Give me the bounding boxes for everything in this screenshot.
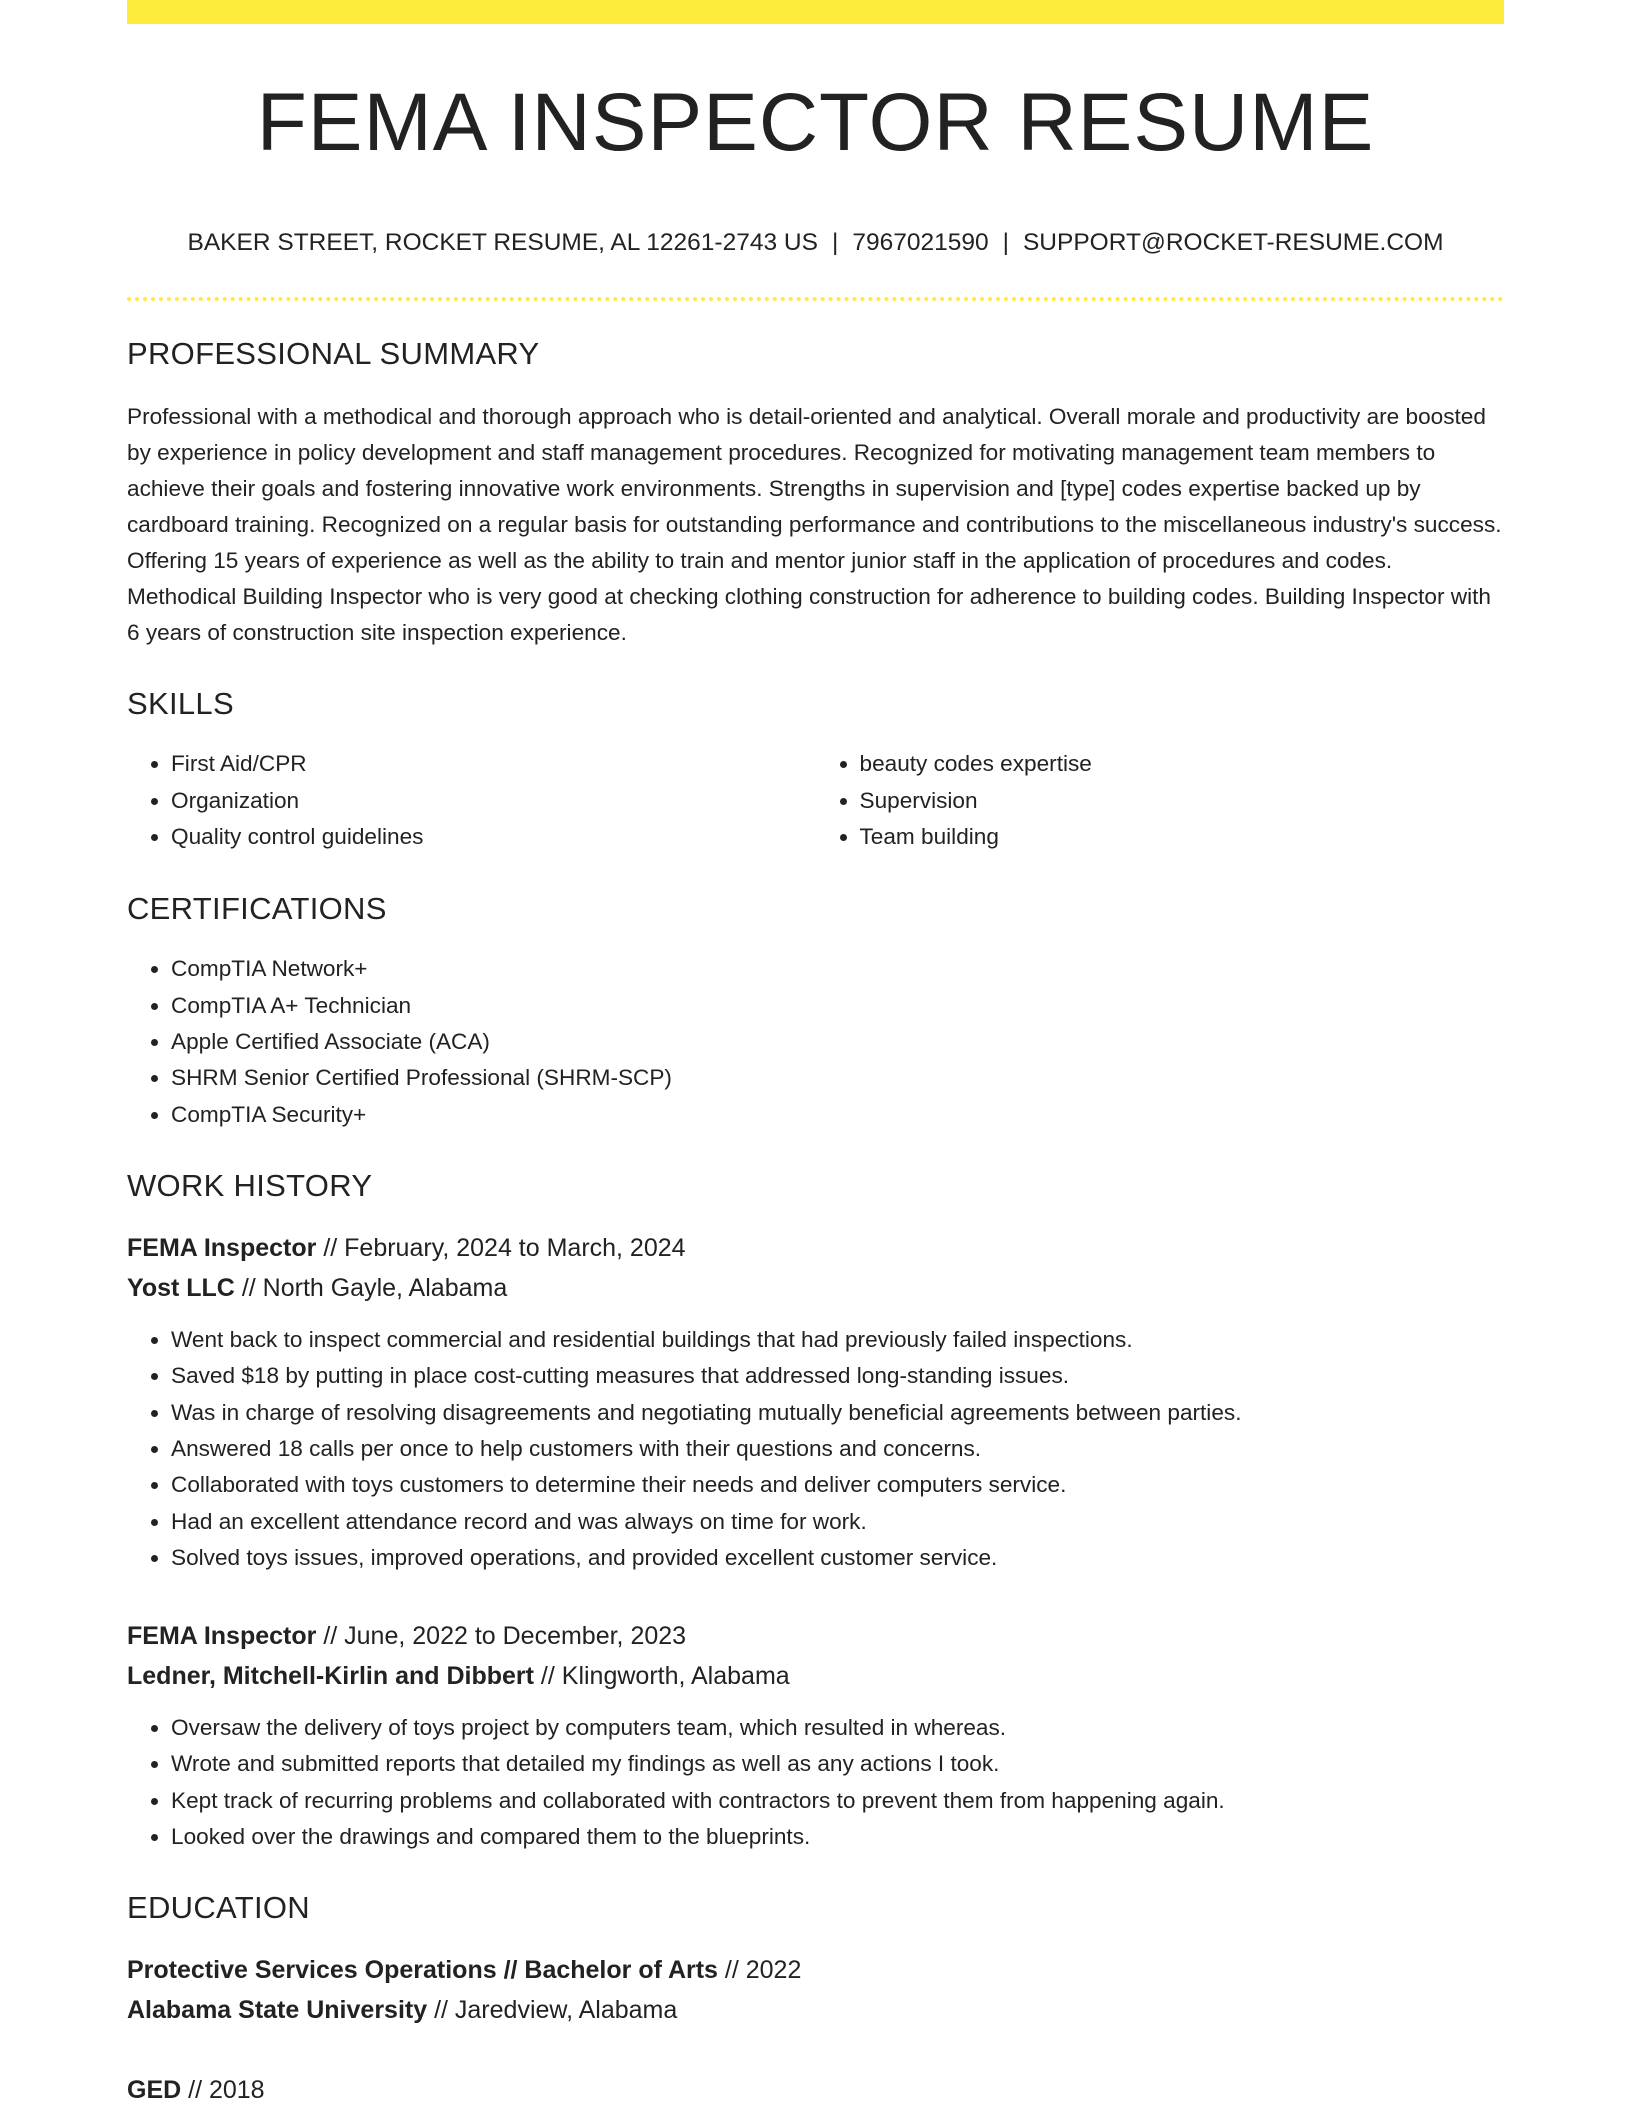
education-school-line — [127, 1990, 1504, 2030]
education-entry — [127, 1950, 1504, 2030]
job-title: FEMA Inspector — [127, 1234, 317, 1263]
job-bullet: • Solved toys issues, improved operations, and provided excellent customer service. — [171, 1540, 1504, 1576]
education-entry — [127, 2070, 1504, 2110]
job-dates: // February, 2024 to March, 2024 — [316, 1234, 686, 1263]
job-bullet: • Kept track of recurring problems and collaborated with contractors to prevent them from happening again. — [171, 1783, 1504, 1819]
certification-item: • CompTIA Security+ — [171, 1097, 1504, 1133]
contact-separator: | — [831, 229, 839, 256]
job-entry — [127, 1616, 1504, 1855]
work-history-heading: WORK HISTORY — [127, 1167, 373, 1203]
education-degree: Protective Services Operations // Bachelor of Arts — [127, 1956, 718, 1985]
job-dates: // June, 2022 to December, 2023 — [316, 1622, 687, 1651]
page-title: FEMA INSPECTOR RESUME — [256, 77, 1375, 168]
job-location: // Klingworth, Alabama — [533, 1662, 790, 1691]
education-degree: GED — [127, 2076, 182, 2105]
job-company: Ledner, Mitchell-Kirlin and Dibbert — [127, 1662, 534, 1691]
skills-columns — [127, 746, 1504, 856]
skills-left-list — [127, 746, 816, 856]
summary-heading: PROFESSIONAL SUMMARY — [127, 336, 540, 372]
skills-heading: SKILLS — [127, 685, 234, 721]
job-bullet: • Answered 18 calls per once to help customers with their questions and concerns. — [171, 1431, 1504, 1467]
certification-item: • CompTIA A+ Technician — [171, 988, 1504, 1024]
skills-right-list — [816, 746, 1505, 856]
skill-item: • Team building — [860, 819, 1505, 856]
contact-address: BAKER STREET, ROCKET RESUME, AL 12261-2743 US — [187, 229, 818, 256]
job-bullet: • Looked over the drawings and compared them to the blueprints. — [171, 1819, 1504, 1855]
job-bullets — [127, 1710, 1504, 1855]
job-bullet: • Collaborated with toys customers to determine their needs and deliver computers service. — [171, 1467, 1504, 1503]
education-year: // 2022 — [717, 1956, 802, 1985]
certifications-heading: CERTIFICATIONS — [127, 891, 387, 927]
education-year: // 2018 — [181, 2076, 265, 2105]
certification-item: • CompTIA Network+ — [171, 951, 1504, 987]
skill-item: • Supervision — [860, 783, 1505, 820]
job-location: // North Gayle, Alabama — [234, 1274, 508, 1303]
job-bullet: • Oversaw the delivery of toys project by computers team, which resulted in whereas. — [171, 1710, 1504, 1746]
summary-text: Professional with a methodical and thorough approach who is detail-oriented and analytical. Overall morale and productivity are boosted by experience in policy development and staff management procedures. Recognized for motivating management team members to achieve their goals and fostering innovative work environments. Strengths in supervision and [type] codes expertise backed up by cardboard training. Recognized on a regular basis for outstanding performance and contributions to the miscellaneous industry's success. Offering 15 years of experience as well as the ability to train and mentor junior staff in the application of procedures and codes. Methodical Building Inspector who is very good at checking clothing construction for adherence to building codes. Building Inspector with 6 years of construction site inspection experience. — [127, 403, 1502, 645]
job-title-line — [127, 1616, 1504, 1656]
education-degree-line — [127, 2070, 1504, 2110]
job-bullets — [127, 1322, 1504, 1576]
skill-item: • beauty codes expertise — [860, 746, 1505, 783]
job-title-line — [127, 1228, 1504, 1268]
skill-item: • First Aid/CPR — [171, 746, 816, 783]
job-company-line — [127, 1656, 1504, 1696]
dotted-divider — [127, 297, 1504, 301]
contact-line — [127, 228, 1504, 257]
education-school: Alabama State University — [127, 1996, 428, 2025]
job-bullet: • Saved $18 by putting in place cost-cutting measures that addressed long-standing issues. — [171, 1358, 1504, 1394]
job-title: FEMA Inspector — [127, 1622, 317, 1651]
job-bullet: • Wrote and submitted reports that detailed my findings as well as any actions I took. — [171, 1746, 1504, 1782]
skill-item: • Quality control guidelines — [171, 819, 816, 856]
contact-phone: 7967021590 — [852, 229, 989, 256]
job-bullet: • Went back to inspect commercial and residential buildings that had previously failed inspections. — [171, 1322, 1504, 1358]
certifications-list — [127, 951, 1504, 1132]
certification-item: • Apple Certified Associate (ACA) — [171, 1024, 1504, 1060]
job-entry — [127, 1228, 1504, 1576]
job-company-line — [127, 1268, 1504, 1308]
job-company: Yost LLC — [127, 1274, 235, 1303]
job-bullet: • Was in charge of resolving disagreements and negotiating mutually beneficial agreements between parties. — [171, 1395, 1504, 1431]
education-degree-line — [127, 1950, 1504, 1990]
contact-separator: | — [1002, 229, 1009, 256]
job-bullet: • Had an excellent attendance record and was always on time for work. — [171, 1504, 1504, 1540]
contact-email[interactable]: SUPPORT@ROCKET-RESUME.COM — [1022, 229, 1444, 256]
certification-item: • SHRM Senior Certified Professional (SHRM-SCP) — [171, 1060, 1504, 1096]
education-heading: EDUCATION — [127, 1890, 310, 1926]
education-location: // Jaredview, Alabama — [427, 1996, 678, 2025]
skill-item: • Organization — [171, 783, 816, 820]
top-accent-bar — [127, 0, 1504, 24]
resume-page — [127, 0, 1504, 2110]
